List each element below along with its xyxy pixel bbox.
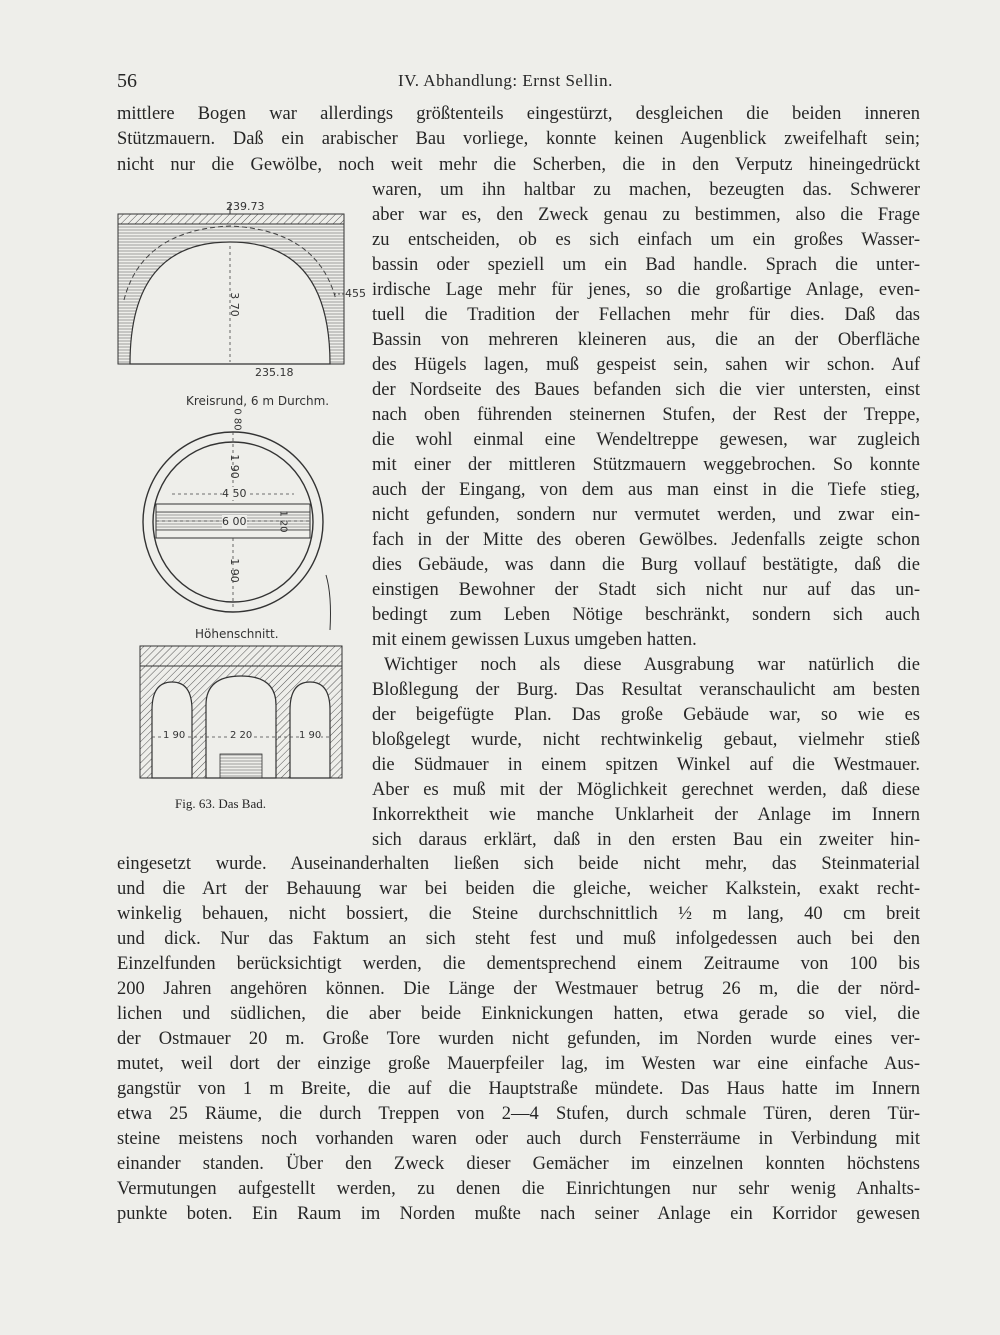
text-line: Bloßlegung der Burg. Das Resultat veranschaulicht am besten [372,680,920,700]
text-line: Wichtiger noch als diese Ausgrabung war natürlich die [384,655,920,675]
text-line: nach oben führenden steinernen Stufen, der Rest der Treppe, [372,405,920,425]
label-wall: 0 80 [231,408,243,431]
text-line: einander standen. Über den Zweck dieser Gemächer im einzelnen konnten höchstens [117,1154,920,1174]
text-line: bassin oder speziell um ein Bad handle. Sprach die unter- [372,255,920,275]
text-line: Stützmauern. Daß ein arabischer Bau vorliege, konnte keinen Augenblick zweifelhaft sein; [117,129,920,149]
text-line: fach in der Mitte des oberen Gewölbes. Jedenfalls zeigte schon [372,530,920,550]
text-line: und die Art der Behauung war bei beiden die gleiche, weicher Kalkstein, exakt recht- [117,879,920,899]
label-band: 1 20 [277,510,289,533]
text-line: Bassin von mehreren kleineren aus, die an der Oberfläche [372,330,920,350]
text-line: Vermutungen aufgestellt werden, zu denen die Einrichtungen nur sehr wenig Anhalts- [117,1179,920,1199]
label-inner-height: 3 70 [227,292,241,317]
text-line: die wohl einmal eine Wendeltreppe gewesen, war zugleich [372,430,920,450]
text-line: irdische Lage mehr für jenes, so die großartige Anlage, even- [372,280,920,300]
text-line: mutet, weil dort der einzige große Mauerpfeiler lag, im Westen war eine einfache Aus- [117,1054,920,1074]
text-line: Inkorrektheit wie manche Unklarheit der Anlage im Innern [372,805,920,825]
label-upper-radius: 1 90 [227,454,241,479]
text-line: winkelig behauen, nicht bossiert, die Steine durchschnittlich ½ m lang, 40 cm breit [117,904,920,924]
text-line: sich daraus erklärt, daß in den ersten Bau ein zweiter hin- [372,830,920,850]
text-line: nicht gefunden, sondern nur vermutet werden, und zwar ein- [372,505,920,525]
label-lower-radius: 1 90 [227,558,241,583]
text-line: der Nordseite des Baues befanden sich die vier untersten, einst [372,380,920,400]
text-line: der beigefügte Plan. Das große Gebäude war, so wie es [372,705,920,725]
label-section-title: Höhenschnitt. [195,627,279,641]
running-head: IV. Abhandlung: Ernst Sellin. [398,71,613,90]
figure-caption: Fig. 63. Das Bad. [175,796,266,811]
page-number: 56 [117,70,137,92]
text-line: punkte boten. Ein Raum im Norden mußte nach seiner Anlage ein Korridor gewesen [117,1204,920,1224]
text-line: mit einer der mittleren Stützmauern weggebrochen. So konnte [372,455,920,475]
text-line: bloßgelegt wurde, nicht rechtwinkelig gebaut, vielmehr stieß [372,730,920,750]
text-line: waren, um ihn haltbar zu machen, bezeugten das. Schwerer [372,180,920,200]
text-line: aber war es, den Zweck genau zu bestimmen, also die Frage [372,205,920,225]
label-bottom-elevation: 235.18 [255,366,294,379]
text-line: mittlere Bogen war allerdings größtenteils eingestürzt, desgleichen die beiden inneren [117,104,920,124]
vertical-section [140,646,342,778]
text-line: Aber es muß mit der Möglichkeit gerechnet werden, daß diese [372,780,920,800]
text-line: gangstür von 1 m Breite, die auf die Hauptstraße mündete. Das Haus hatte im Innern [117,1079,920,1099]
text-line: einstigen Bewohner der Stadt sich nicht nur auf das un- [372,580,920,600]
label-circle-title: Kreisrund, 6 m Durchm. [186,394,330,408]
text-line: lichen und südlichen, die aber beide Einknickungen hatten, etwa gerade so viel, die [117,1004,920,1024]
label-middle-span: 2 20 [230,730,253,741]
text-line: eingesetzt wurde. Auseinanderhalten ließen sich beide nicht mehr, das Steinmaterial [117,854,920,874]
text-line: der Ostmauer 20 m. Große Tore wurden nicht gefunden, im Norden wurde eines ver- [117,1029,920,1049]
text-line: zu entscheiden, ob es sich einfach um ein großes Wasser- [372,230,920,250]
label-right-span: 1 90 [299,730,322,741]
text-line: auch der Eingang, von dem aus man einst in die Tiefe stieg, [372,480,920,500]
label-left-span: 1 90 [163,730,186,741]
text-line: tuell die Tradition der Fellachen mehr für dies. Daß das [372,305,920,325]
label-inner-width: 4 50 [222,487,247,500]
vault-elevation [118,204,344,364]
text-line: Einzelfunden berücksichtigt werden, die dementsprechend einem Zeitraume von 100 bis [117,954,920,974]
text-line: die Südmauer in einem spitzen Winkel auf die Westmauer. [372,755,920,775]
text-line: und dick. Nur das Faktum an sich steht fest und muß infolgedessen auch bei den [117,929,920,949]
text-line: dies Gebäude, was dann die Burg vollauf bestätigte, daß die [372,555,920,575]
text-line: mit einem gewissen Luxus umgeben hatten. [372,630,697,650]
text-line: nicht nur die Gewölbe, noch weit mehr die Scherben, die in den Verputz hineingedrückt [117,155,920,175]
text-line: des Hügels lagen, muß gespeist sein, sahen wir schon. Auf [372,355,920,375]
text-line: steine meistens noch vorhanden waren oder auch durch Fensterräume in Verbindung mit [117,1129,920,1149]
label-top-elevation: 239.73 [226,200,265,213]
figure-bath-drawing [112,190,366,830]
text-line: bedingt zum Leben Nötige beschränkt, sondern sich auch [372,605,920,625]
text-line: 200 Jahren angehören können. Die Länge der Westmauer betrug 26 m, die der nörd- [117,979,920,999]
label-diameter: 6 00 [222,515,247,528]
text-line: etwa 25 Räume, die durch Treppen von 2—4 Stufen, durch schmale Türen, deren Tür- [117,1104,920,1124]
label-side-height: 455 [345,287,366,300]
